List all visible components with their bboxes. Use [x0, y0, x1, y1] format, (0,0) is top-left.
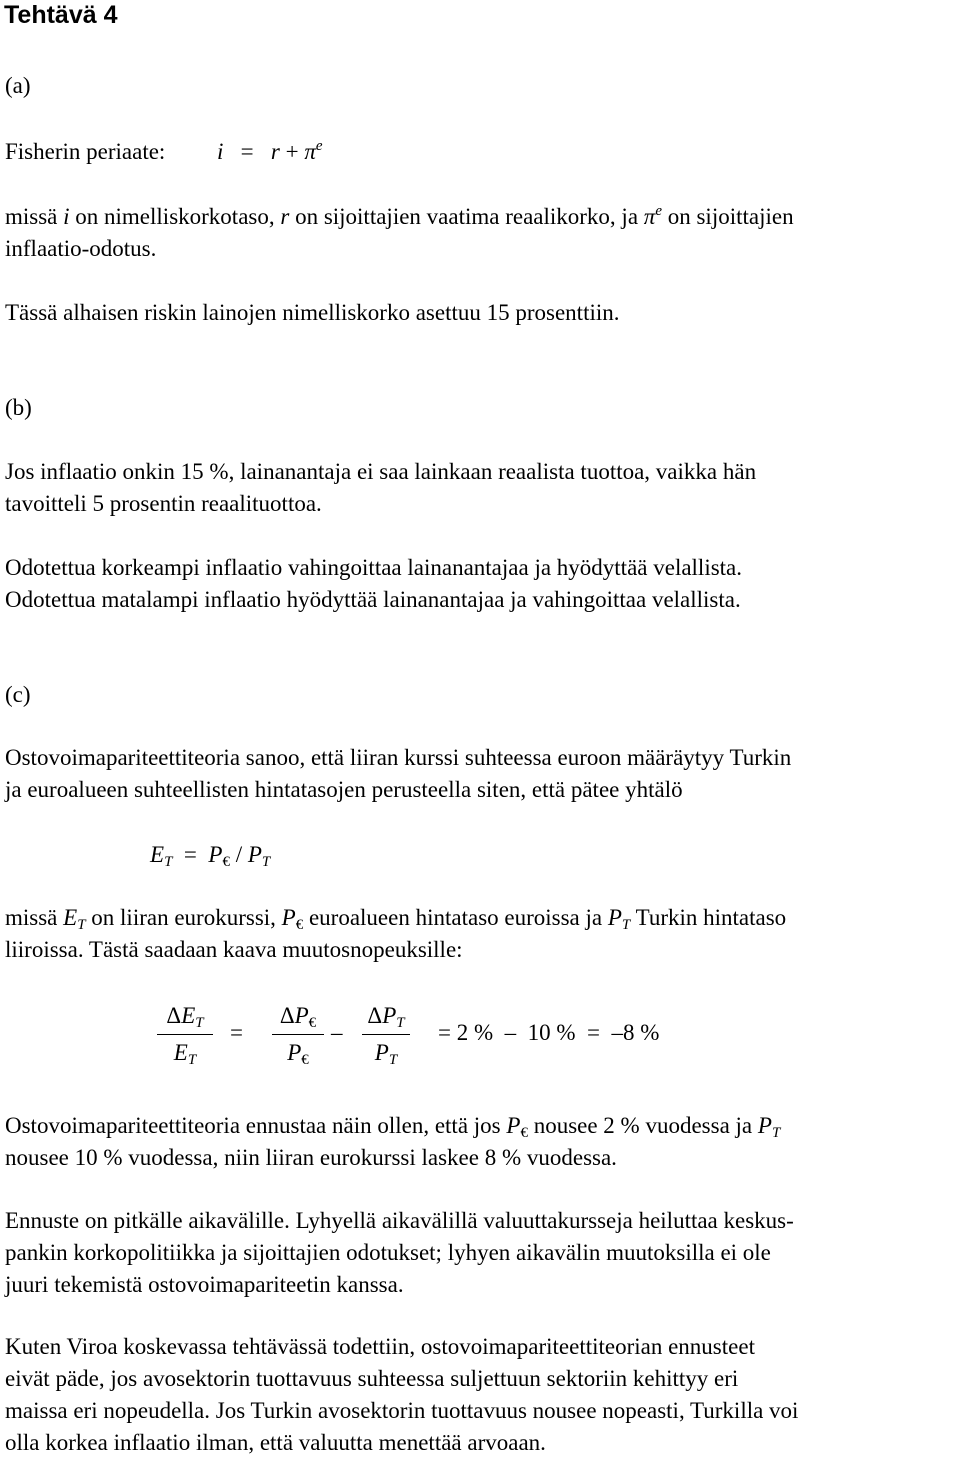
section-c-para1: Ostovoimapariteettiteoria sanoo, että liiran kurssi suhteessa euroon määräytyy Turkin ja euroalueen suhteellisten hintatasojen perusteella siten, että pätee yhtälö — [5, 745, 792, 802]
section-b-para1: Jos inflaatio onkin 15 %, lainanantaja ei saa lainkaan reaalista tuottoa, vaikka hän tavoitteli 5 prosentin reaalituottoa. — [5, 459, 757, 516]
fisher-definition: missä i on nimelliskorkotaso, r on sijoittajien vaatima reaalikorko, ja $\pi^e$ on sijoittajien inflaatio-odotus. — [5, 203, 794, 261]
fraction-delta-e: $\Delta E_T$ $E_T$ — [157, 1000, 213, 1069]
formula-result: = 2 % – 10 % = –8 % — [438, 1020, 660, 1045]
section-c-para5: Kuten Viroa koskevassa tehtävässä todettiin, ostovoimapariteettiteorian ennusteet eivät päde, jos avosektorin tuottavuus suhteessa suljettuun sektoriin kehittyy eri maissa eri nopeudella. Jos Turkin avosektorin tuottavuus nousee nopeasti, Turkilla voi olla korkea inflaatio ilman, että valuutta menettää arvoaan. — [5, 1334, 799, 1455]
section-c-para3: Ostovoimapariteettiteoria ennustaa näin ollen, että jos $P_€$ nousee 2 % vuodessa ja $P_T$ nousee 10 % vuodessa, niin liiran eurokurssi laskee 8 % vuodessa. — [5, 1113, 781, 1170]
fraction-delta-p-euro: $\Delta P_€$ $P_€$ — [272, 1000, 324, 1069]
fisher-equation: i = $r + \pi^e$ — [217, 138, 323, 164]
section-a-result: Tässä alhaisen riskin lainojen nimelliskorko asettuu 15 prosenttiin. — [5, 300, 620, 325]
fraction-bar — [362, 1034, 410, 1035]
fisher-label: Fisherin periaate: — [5, 139, 166, 164]
formula-equals: = — [230, 1020, 243, 1045]
section-a-label: (a) — [5, 73, 31, 98]
section-b-para2: Odotettua korkeampi inflaatio vahingoittaa lainanantajaa ja hyödyttää velallista. Odotettua matalampi inflaatio hyödyttää lainanantajaa ja vahingoittaa velallista. — [5, 555, 743, 612]
fraction-delta-p-t: $\Delta P_T$ $P_T$ — [362, 1000, 410, 1069]
section-c-para4: Ennuste on pitkälle aikavälille. Lyhyellä aikavälillä valuuttakursseja heiluttaa keskus- pankin korkopolitiikka ja sijoittajien odotukset; lyhyen aikavälin muutoksilla ei ole juuri tekemistä ostovoimapariteetin kanssa. — [5, 1208, 794, 1297]
section-c-label: (c) — [5, 682, 31, 707]
fraction-bar — [272, 1034, 324, 1035]
section-c-definition: missä $E_T$ on liiran eurokurssi, $P_€$ euroalueen hintataso euroissa ja $P_T$ Turkin hintataso liiroissa. Tästä saadaan kaava muutosnopeuksille: — [5, 905, 787, 962]
formula-minus: – — [331, 1020, 343, 1045]
page-title: Tehtävä 4 — [4, 1, 118, 29]
fisher-principle-line — [5, 136, 957, 168]
ppp-equation: $E_T = P_€ / P_T$ — [150, 842, 271, 870]
fraction-bar — [157, 1034, 213, 1035]
section-b-label: (b) — [5, 395, 32, 420]
